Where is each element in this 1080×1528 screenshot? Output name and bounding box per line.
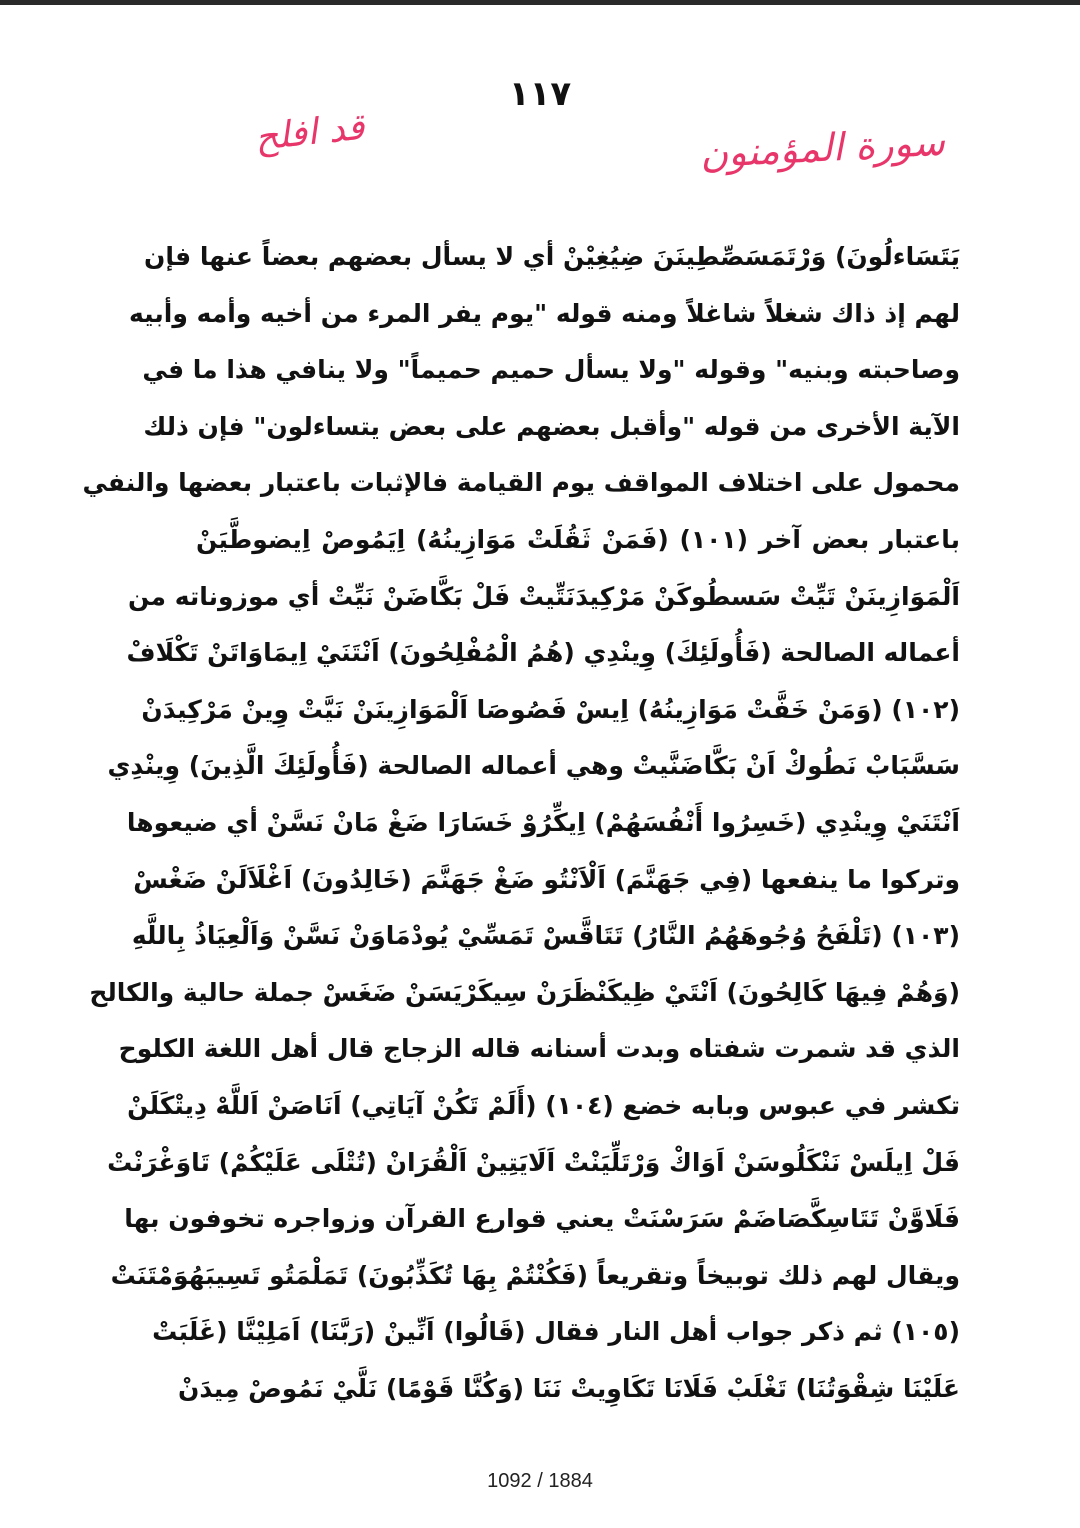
text-line: يَتَسَاءلُونَ) وَرْتَمَسَصِّطِينَنَ ضِيُغِيْنْ أي لا يسأل بعضهم بعضاً عنها فإن [144, 242, 960, 271]
text-line: فَلْ اِيلَسْ نَنْكَلُوسَنْ اَوَاكْ وَرْتَلِّيَنْتْ اَلَايَتِينْ اَلْقُرَانْ (تُتْلَى عَلَيْكُمْ) تَاوَغْرَنْتْ [107, 1147, 960, 1177]
text-line: سَسَّبَابْ نَطُوكْ اَنْ بَكَّاضَنَّيتْ وهي أعماله الصالحة (فَأُولَئِكَ الَّذِينَ) وِينْدِي [107, 751, 960, 781]
text-line: اَنْتَنَيْ وِينْدِي (خَسِرُوا أَنْفُسَهُمْ) اِيكِّرُوْ خَسَارَا ضَغْ مَانْ نَسَّنْ أي ضيعوها [126, 807, 960, 837]
text-line: (١٠٥) ثم ذكر جواب أهل النار فقال (قَالُوا) اَنِّينْ (رَبَّنَا) اَمَلِيْنَّا (غَلَبَتْ [152, 1317, 960, 1347]
scan-top-border [0, 0, 1080, 5]
text-line: تكشر في عبوس وبابه خضع (١٠٤) (أَلَمْ تَكُنْ آيَاتِي) اَنَاصَنْ اَللَّهْ دِيتْكَلَنْ [127, 1090, 960, 1120]
text-line: محمول على اختلاف المواقف يوم القيامة فالإثبات باعتبار بعضها والنفي [82, 468, 960, 498]
handwritten-note-right: سورة المؤمنون [699, 119, 946, 177]
handwritten-note-left: قد افلح [252, 106, 367, 159]
text-line: اَلْمَوَازِينَنْ تَيِّتْ سَسطُوكَنْ مَرْكِيدَنَتِّيتْ فَلْ بَكَّاضَنْ نَيِّتْ أي موزوناته من [128, 581, 960, 611]
text-line: أعماله الصالحة (فَأُولَئِكَ) وِينْدِي (هُمُ الْمُفْلِحُونَ) اَنْتَنَيْ اِيمَاوَاتَنْ تَكْلَافْ [126, 638, 960, 668]
page-number: ١١٧ [508, 74, 572, 114]
text-line: الآية الأخرى من قوله "وأقبل بعضهم على بعض يتساءلون" فإن ذلك [143, 411, 960, 441]
text-line: لهم إذ ذاك شغلاً شاغلاً ومنه قوله "يوم يفر المرء من أخيه وأمه وأبيه [129, 298, 960, 328]
text-line: عَلَيْنَا شِقْوَتُنَا) تَغْلَبْ فَلَانَا تَكَاوِيتْ نَنَا (وَكُنَّا قَوْمًا) نَلَّيْ نَمُوصْ مِيدَنْ [178, 1373, 960, 1403]
text-line: ويقال لهم ذلك توبيخاً وتقريعاً (فَكُنْتُمْ بِهَا تُكَذِّبُونَ) تَمَلْمَتُو تَسِيبَهُوَمْتَنَتْ [110, 1260, 960, 1290]
text-line: فَلَاوَّنْ تَتَاسِكَّصَاضَمْ سَرَسْنَتْ يعني قوارع القرآن وزواجره تخوفون بها [124, 1204, 960, 1234]
text-line: باعتبار بعض آخر (١٠١) (فَمَنْ ثَقُلَتْ مَوَازِينُهُ) اِيَمُوصْ اِيضوطَّيَنْ [196, 524, 960, 554]
text-line: وتركوا ما ينفعها (فِي جَهَنَّمَ) اَلْاَنْتُو ضَغْ جَهَنَّمَ (خَالِدُونَ) اَغْلَاَلَنْ ضَغْسْ [133, 864, 960, 894]
page-counter: 1092 / 1884 [487, 1470, 593, 1492]
text-line: وصاحبته وبنيه" وقوله "ولا يسأل حميم حميماً" ولا ينافي هذا ما في [142, 355, 960, 385]
text-line: الذي قد شمرت شفتاه وبدت أسنانه قاله الزجاج قال أهل اللغة الكلوح [118, 1034, 960, 1064]
text-line: (وَهُمْ فِيهَا كَالِحُونَ) اَنْتَيْ ظِيكَنْظَرَنْ سِيكَرْيَسَنْ ضَغَسْ جملة حالية والكالح [89, 977, 960, 1007]
text-line: (١٠٣) (تَلْفَحُ وُجُوهَهُمُ النَّارُ) تَتَاقَّسْ تَمَسِّيْ يُودْمَاوَنْ نَسَّنْ وَاَلْعِيَاذُ بِاللَّهِ [131, 921, 960, 951]
body-text [82, 229, 960, 1417]
text-line: (١٠٢) (وَمَنْ خَفَّتْ مَوَازِينُهُ) اِيسْ فَصُوصَا اَلْمَوَازِينَنْ نَيَّتْ وِينْ مَرْكِيدَنْ [141, 694, 960, 724]
